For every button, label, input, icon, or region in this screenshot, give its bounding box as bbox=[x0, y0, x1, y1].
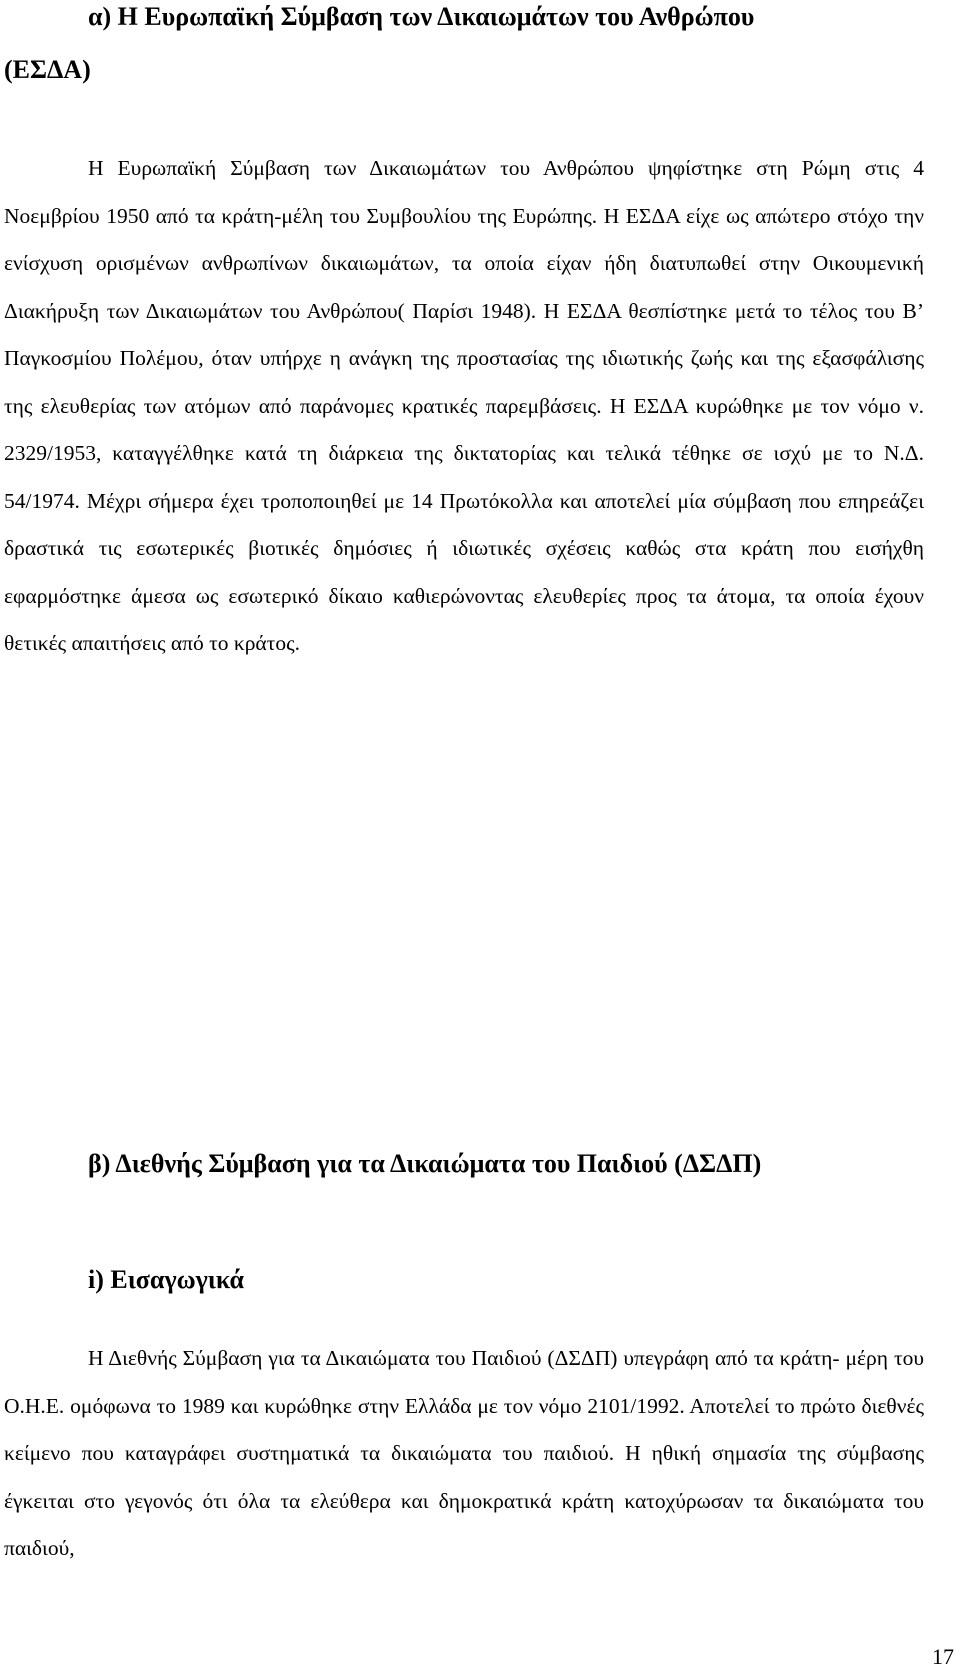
section-a-heading-line2: (ΕΣΔΑ) bbox=[4, 55, 91, 84]
section-a-heading-line1: α) Η Ευρωπαϊκή Σύμβαση των Δικαιωμάτων του Ανθρώπου bbox=[88, 2, 755, 31]
section-a-paragraph: Η Ευρωπαϊκή Σύμβαση των Δικαιωμάτων του Ανθρώπου ψηφίστηκε στη Ρώμη στις 4 Νοεμβρίου 1950 από τα κράτη-μέλη του Συμβουλίου της Ευρώπης. Η ΕΣΔΑ είχε ως απώτερο στόχο την ενίσχυση ορισμένων ανθρωπίνων δικαιωμάτων, τα οποία είχαν ήδη διατυπωθεί στην Οικουμενική Διακήρυξη των Δικαιωμάτων του Ανθρώπου( Παρίσι 1948). Η ΕΣΔΑ θεσπίστηκε μετά το τέλος του Β’ Παγκοσμίου Πολέμου, όταν υπήρχε η ανάγκη της προστασίας της ιδιωτικής ζωής και της εξασφάλισης της ελευθερίας των ατόμων από παράνομες κρατικές παρεμβάσεις. Η ΕΣΔΑ κυρώθηκε με τον νόμο ν. 2329/1953, καταγγέλθηκε κατά τη διάρκεια της δικτατορίας και τελικά τέθηκε σε ισχύ με το Ν.Δ. 54/1974. Μέχρι σήμερα έχει τροποποιηθεί με 14 Πρωτόκολλα και αποτελεί μία σύμβαση που επηρεάζει δραστικά τις εσωτερικές βιοτικές δημόσιες ή ιδιωτικές σχέσεις καθώς στα κράτη που εισήχθη εφαρμόστηκε άμεσα ως εσωτερικό δίκαιο καθιερώνοντας ελευθερίες προς τα άτομα, τα οποία έχουν θετικές απαιτήσεις από το κράτος. bbox=[4, 156, 924, 655]
section-b-subheading: i) Εισαγωγικά bbox=[88, 1265, 245, 1294]
section-b-paragraph: Η Διεθνής Σύμβαση για τα Δικαιώματα του Παιδιού (ΔΣΔΠ) υπεγράφη από τα κράτη- μέρη του Ο.Η.Ε. ομόφωνα το 1989 και κυρώθηκε στην Ελλάδα με τον νόμο 2101/1992. Αποτελεί το πρώτο διεθνές κείμενο που καταγράφει συστηματικά τα δικαιώματα του παιδιού. Η ηθική σημασία της σύμβασης έγκειται στο γεγονός ότι όλα τα ελεύθερα και δημοκρατικά κράτη κατοχύρωσαν τα δικαιώματα του παιδιού, bbox=[4, 1346, 924, 1560]
section-b-heading: β) Διεθνής Σύμβαση για τα Δικαιώματα του Παιδιού (ΔΣΔΠ) bbox=[88, 1149, 762, 1178]
section-a-heading bbox=[0, 0, 960, 110]
page-number: 17 bbox=[932, 1644, 954, 1669]
